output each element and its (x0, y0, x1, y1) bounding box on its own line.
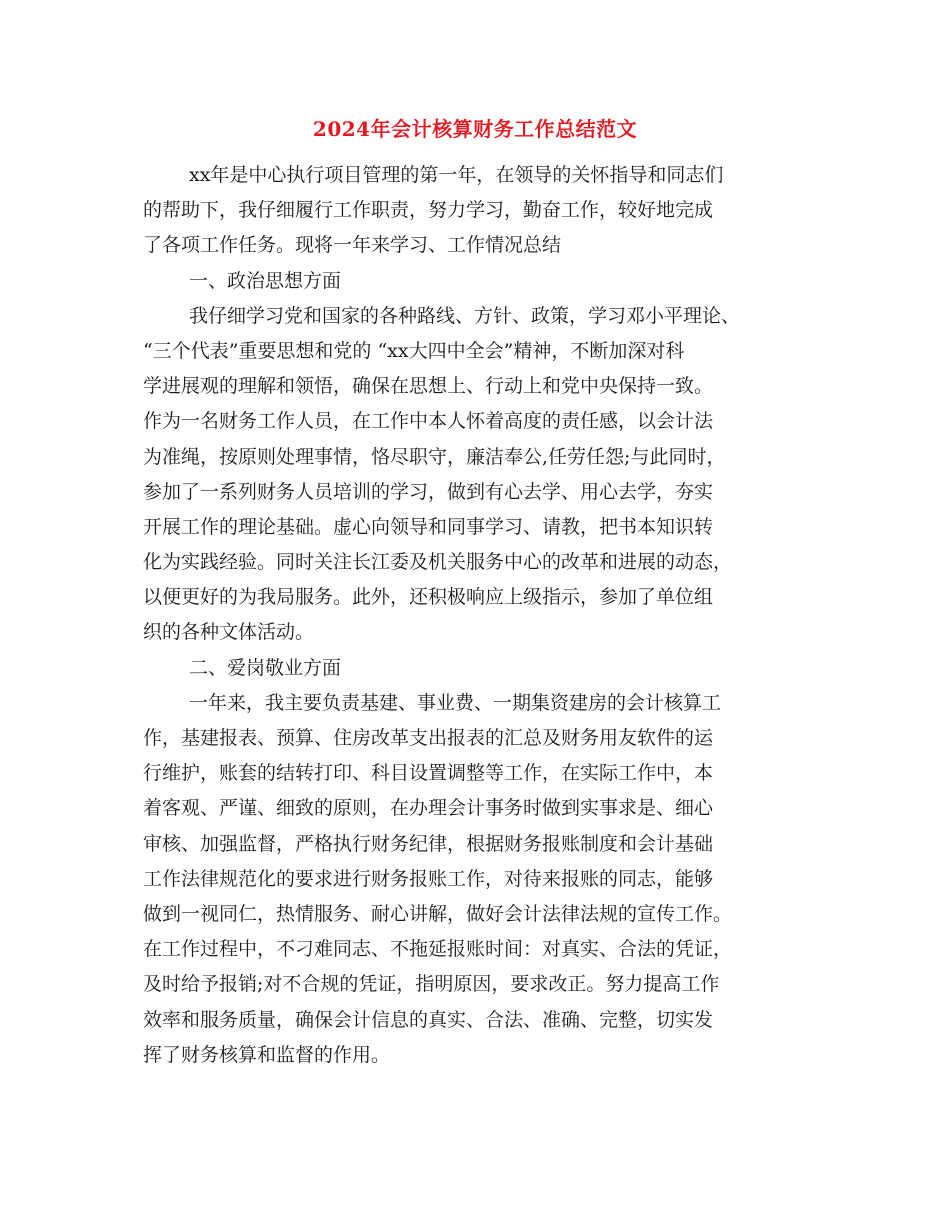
paragraph-line: 效率和服务质量，确保会计信息的真实、合法、准确、完整，切实发 (143, 1008, 714, 1031)
paragraph-line: 织的各种文体活动。 (143, 621, 315, 644)
paragraph-line: xx年是中心执行项目管理的第一年，在领导的关怀指导和同志们 (189, 164, 724, 186)
paragraph-line: 开展工作的理论基础。虚心向领导和同事学习、请教，把书本知识转 (143, 515, 714, 538)
paragraph-line: 作，基建报表、预算、住房改革支出报表的汇总及财务用友软件的运 (143, 727, 714, 749)
paragraph-line: 我仔细学习党和国家的各种路线、方针、政策，学习邓小平理论、 (189, 304, 741, 327)
paragraph-line: 化为实践经验。同时关注长江委及机关服务中心的改革和进展的动态， (143, 551, 733, 574)
paragraph-line: 工作法律规范化的要求进行财务报账工作，对待来报账的同志，能够 (143, 867, 714, 890)
paragraph-line: 了各项工作任务。现将一年来学习、工作情况总结 (143, 234, 562, 257)
paragraph-line: 一年来，我主要负责基建、事业费、一期集资建房的会计核算工 (189, 691, 722, 714)
paragraph-line: 挥了财务核算和监督的作用。 (143, 1043, 391, 1066)
paragraph-line: 为准绳，按原则处理事情，恪尽职守，廉洁奉公,任劳任怨;与此同时， (143, 445, 726, 468)
paragraph-line: 学进展观的理解和领悟，确保在思想上、行动上和党中央保持一致。 (143, 375, 714, 398)
section-heading-politics: 一、政治思想方面 (189, 269, 342, 292)
paragraph-line: 以便更好的为我局服务。此外，还积极响应上级指示，参加了单位组 (143, 586, 714, 609)
document-body (143, 158, 811, 1073)
paragraph-line: 着客观、严谨、细致的原则，在办理会计事务时做到实事求是、细心 (143, 797, 714, 820)
paragraph-line: 行维护，账套的结转打印、科目设置调整等工作，在实际工作中，本 (143, 762, 714, 785)
paragraph-line: 参加了一系列财务人员培训的学习，做到有心去学、用心去学，夯实 (143, 480, 714, 503)
paragraph-line: 审核、加强监督，严格执行财务纪律，根据财务报账制度和会计基础 (143, 832, 714, 855)
section-heading-dedication: 二、爱岗敬业方面 (189, 656, 342, 679)
paragraph-line: 的帮助下，我仔细履行工作职责，努力学习，勤奋工作，较好地完成 (143, 199, 714, 222)
paragraph-line: 作为一名财务工作人员，在工作中本人怀着高度的责任感，以会计法 (143, 410, 714, 433)
paragraph-line: 在工作过程中，不刁难同志、不拖延报账时间：对真实、合法的凭证， (143, 938, 733, 961)
document-title: 2024年会计核算财务工作总结范文 (312, 117, 638, 141)
paragraph-line: 做到一视同仁，热情服务、耐心讲解，做好会计法律法规的宣传工作。 (143, 902, 733, 925)
paragraph-line: “三个代表”重要思想和党的 “xx大四中全会”精神，不断加深对科 (143, 339, 685, 362)
paragraph-line: 及时给予报销;对不合规的凭证，指明原因，要求改正。努力提高工作 (143, 973, 720, 996)
